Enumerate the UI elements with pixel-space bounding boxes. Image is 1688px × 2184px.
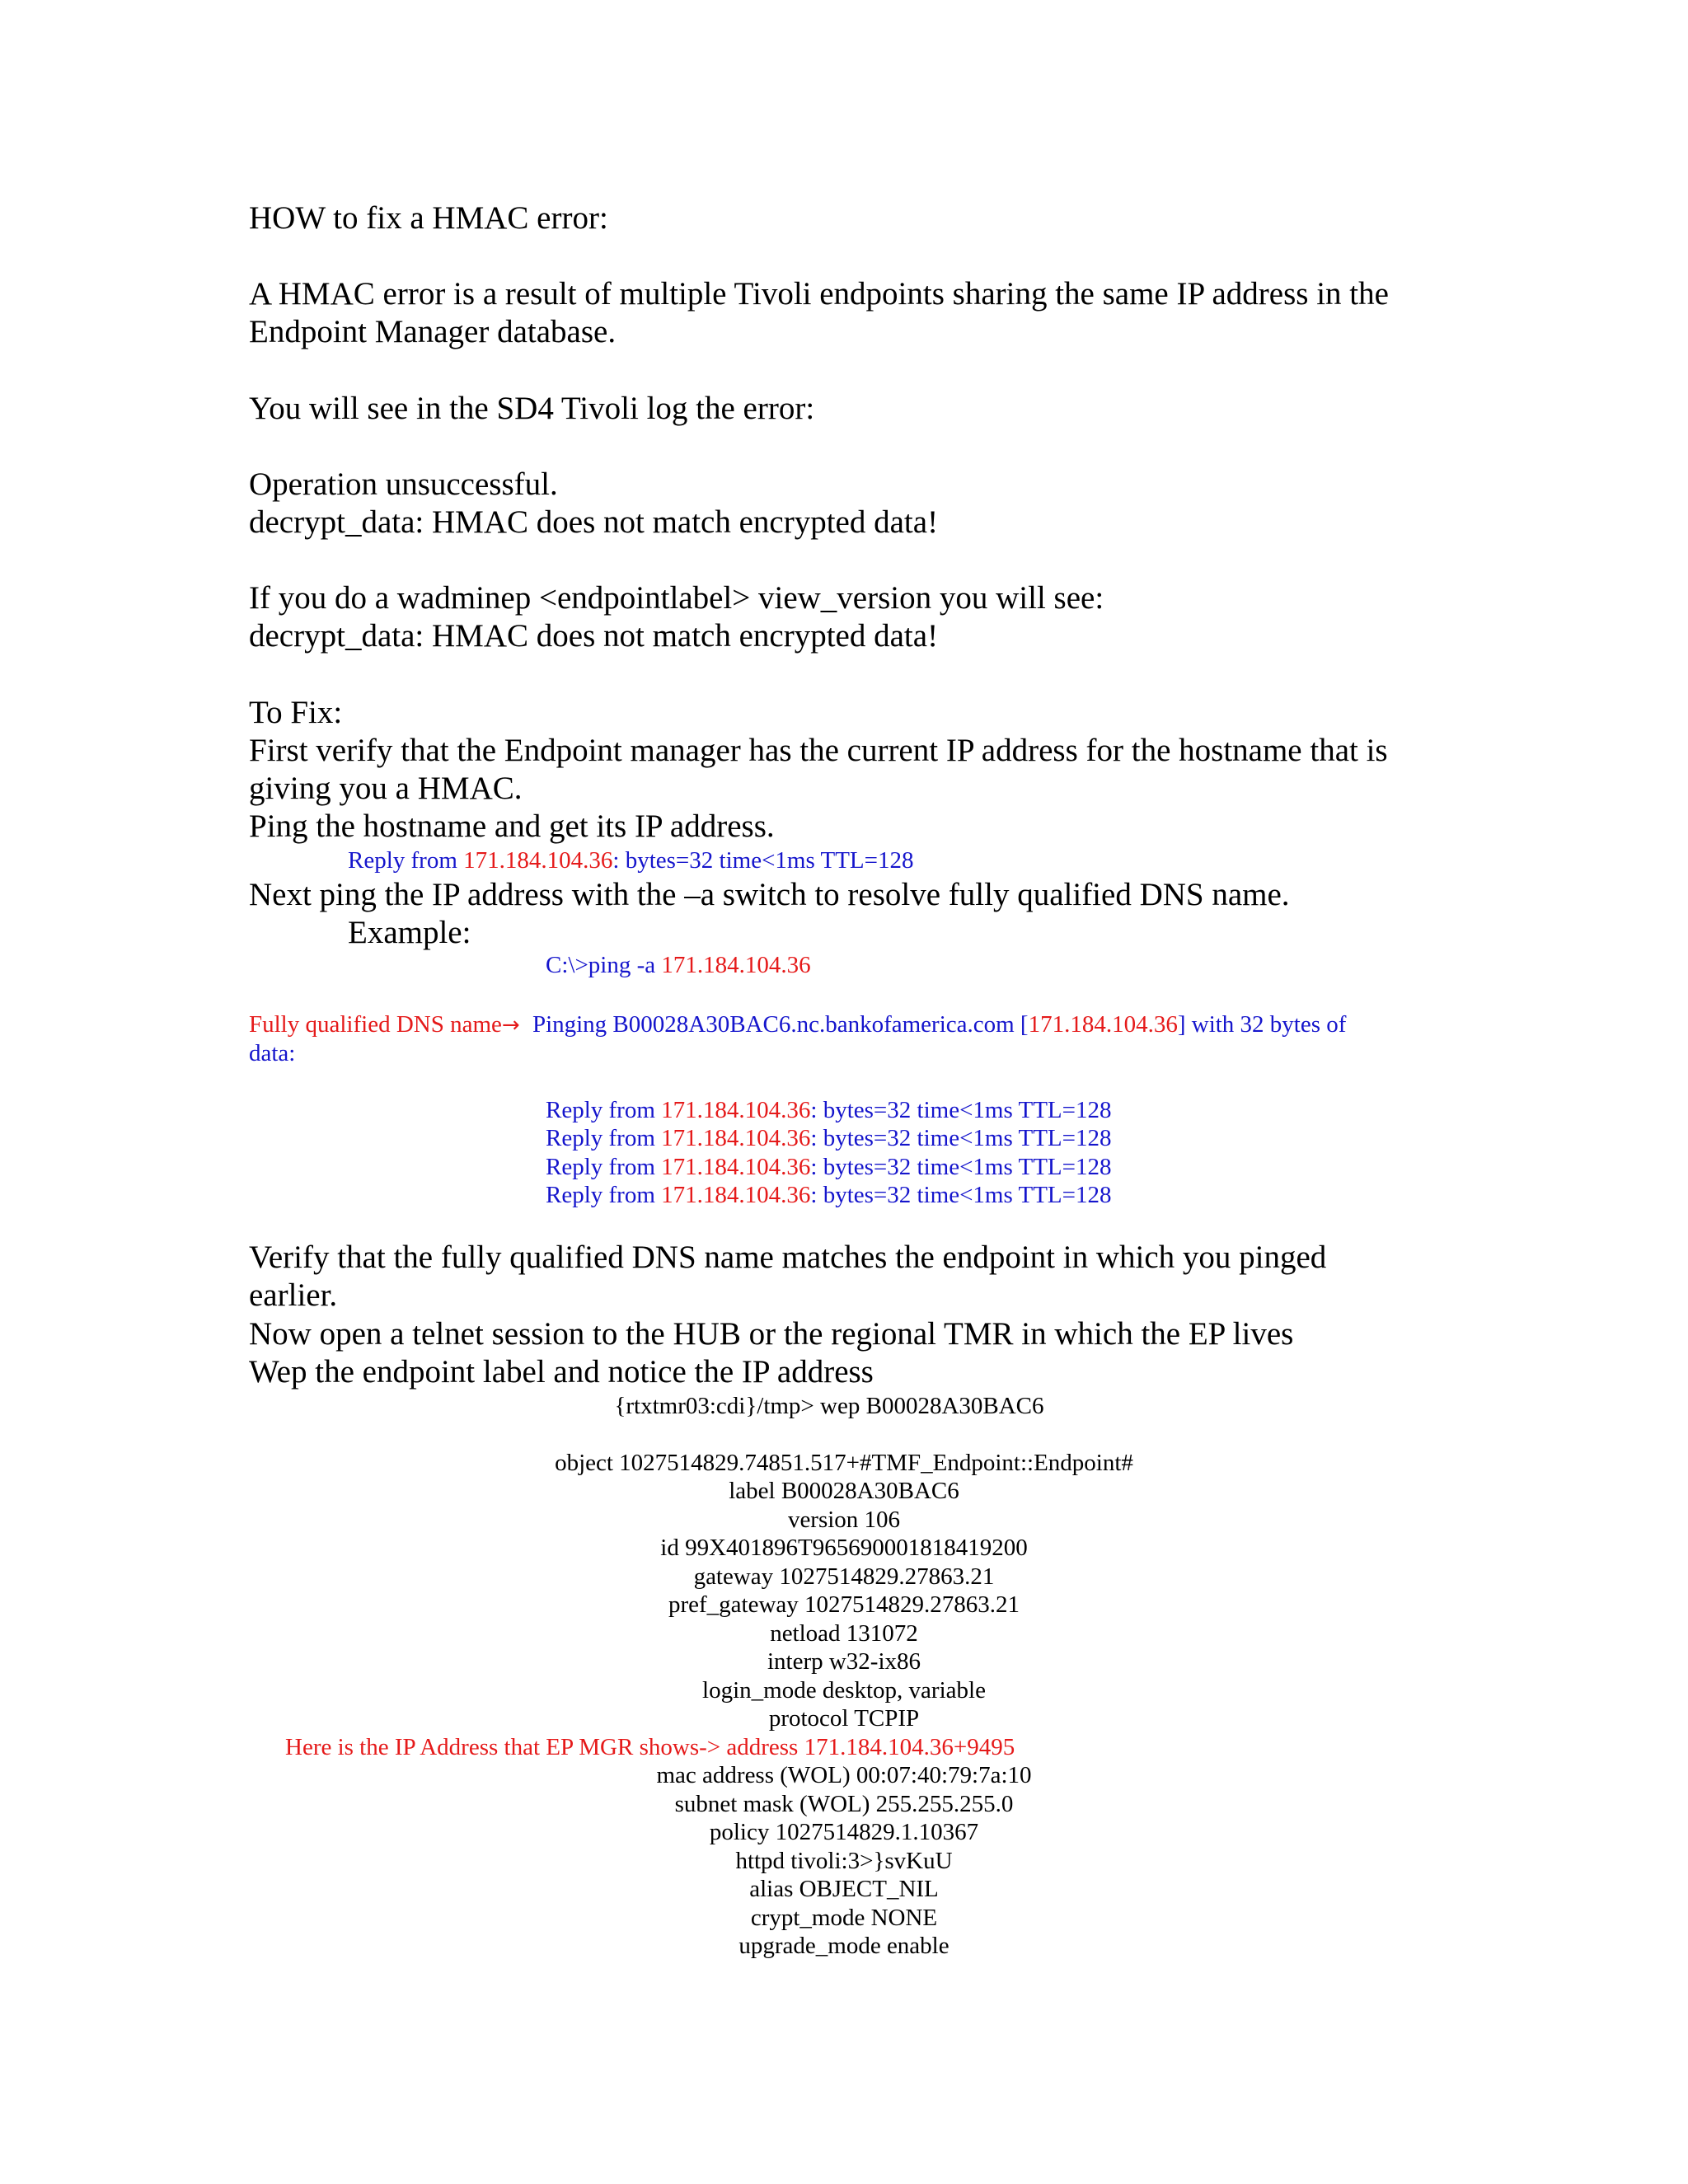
ping-reply-suffix: : bytes=32 time<1ms TTL=128 xyxy=(612,847,914,874)
wep-login-mode: login_mode desktop, variable xyxy=(702,1677,986,1704)
intro-line-1: A HMAC error is a result of multiple Tivoli endpoints sharing the same IP address in the xyxy=(249,276,1389,312)
wep-pref-gateway: pref_gateway 1027514829.27863.21 xyxy=(668,1591,1020,1618)
error-line-2: decrypt_data: HMAC does not match encrypted data! xyxy=(249,504,939,540)
log-intro: You will see in the SD4 Tivoli log the error: xyxy=(249,391,815,426)
intro-line-2: Endpoint Manager database. xyxy=(249,314,617,349)
reply-suffix: : bytes=32 time<1ms TTL=128 xyxy=(810,1154,1112,1180)
dns-ip: 171.184.104.36 xyxy=(1028,1011,1178,1038)
wep-interp: interp w32-ix86 xyxy=(767,1648,921,1675)
ping-reply-prefix: Reply from xyxy=(348,847,464,874)
reply-line xyxy=(546,1153,1112,1181)
wep-id: id 99X401896T965690001818419200 xyxy=(660,1535,1028,1561)
error-line-1: Operation unsuccessful. xyxy=(249,466,558,502)
reply-suffix: : bytes=32 time<1ms TTL=128 xyxy=(810,1182,1112,1208)
dns-label: Fully qualified DNS name xyxy=(249,1011,502,1038)
example-label: Example: xyxy=(348,915,471,950)
reply-ip: 171.184.104.36 xyxy=(661,1125,811,1151)
wep-version: version 106 xyxy=(787,1507,901,1533)
ping-reply-ip: 171.184.104.36 xyxy=(463,847,613,874)
reply-ip: 171.184.104.36 xyxy=(661,1097,811,1123)
wep-label: label B00028A30BAC6 xyxy=(729,1478,959,1504)
reply-prefix: Reply from xyxy=(546,1182,662,1208)
wep-alias: alias OBJECT_NIL xyxy=(749,1876,939,1902)
wep-protocol: protocol TCPIP xyxy=(768,1705,920,1732)
wadminep-line-2: decrypt_data: HMAC does not match encrypted data! xyxy=(249,618,939,654)
reply-prefix: Reply from xyxy=(546,1097,662,1123)
verify-line-4: Wep the endpoint label and notice the IP address xyxy=(249,1354,874,1390)
ping-command-line xyxy=(546,951,811,979)
wep-upgrade-mode: upgrade_mode enable xyxy=(738,1933,950,1959)
ping-reply-line xyxy=(348,846,914,874)
wep-object: object 1027514829.74851.517+#TMF_Endpoint::Endpoint# xyxy=(555,1450,1133,1476)
wep-address-highlight: Here is the IP Address that EP MGR shows-> address 171.184.104.36+9495 xyxy=(285,1734,1015,1760)
reply-line xyxy=(546,1096,1112,1124)
reply-prefix: Reply from xyxy=(546,1125,662,1151)
reply-ip: 171.184.104.36 xyxy=(661,1182,811,1208)
wep-gateway: gateway 1027514829.27863.21 xyxy=(693,1563,995,1590)
doc-title: HOW to fix a HMAC error: xyxy=(249,200,608,236)
dns-pinging-text: Pinging B00028A30BAC6.nc.bankofamerica.com [ xyxy=(532,1011,1029,1038)
ping-command-ip: 171.184.104.36 xyxy=(661,952,811,978)
fix-step-3: Next ping the IP address with the –a switch to resolve fully qualified DNS name. xyxy=(249,877,1290,912)
reply-prefix: Reply from xyxy=(546,1154,662,1180)
dns-after-text: ] with 32 bytes of xyxy=(1177,1011,1347,1038)
arrow-right-icon: → xyxy=(501,1013,520,1038)
ping-command-prefix: C:\>ping -a xyxy=(546,952,662,978)
dns-line xyxy=(249,1010,1346,1039)
wadminep-line-1: If you do a wadminep <endpointlabel> view_version you will see: xyxy=(249,580,1104,616)
wep-mac: mac address (WOL) 00:07:40:79:7a:10 xyxy=(656,1762,1032,1788)
reply-ip: 171.184.104.36 xyxy=(661,1154,811,1180)
verify-line-2: earlier. xyxy=(249,1277,338,1313)
verify-line-3: Now open a telnet session to the HUB or the regional TMR in which the EP lives xyxy=(249,1316,1294,1352)
fix-heading: To Fix: xyxy=(249,695,343,730)
wep-policy: policy 1027514829.1.10367 xyxy=(709,1819,979,1845)
verify-line-1: Verify that the fully qualified DNS name matches the endpoint in which you pinged xyxy=(249,1240,1327,1275)
wep-netload: netload 131072 xyxy=(770,1620,918,1647)
reply-suffix: : bytes=32 time<1ms TTL=128 xyxy=(810,1125,1112,1151)
reply-suffix: : bytes=32 time<1ms TTL=128 xyxy=(810,1097,1112,1123)
wep-crypt-mode: crypt_mode NONE xyxy=(750,1905,938,1931)
wep-httpd: httpd tivoli:3>}svKuU xyxy=(735,1848,953,1874)
reply-line xyxy=(546,1181,1112,1209)
wep-command: {rtxtmr03:cdi}/tmp> wep B00028A30BAC6 xyxy=(614,1393,1044,1419)
dns-line-2: data: xyxy=(249,1040,296,1066)
fix-step-1-line-2: giving you a HMAC. xyxy=(249,771,523,806)
fix-step-1-line-1: First verify that the Endpoint manager has the current IP address for the hostname that is xyxy=(249,733,1388,768)
wep-subnet: subnet mask (WOL) 255.255.255.0 xyxy=(674,1791,1014,1817)
fix-step-2: Ping the hostname and get its IP address. xyxy=(249,808,775,844)
reply-line xyxy=(546,1124,1112,1152)
